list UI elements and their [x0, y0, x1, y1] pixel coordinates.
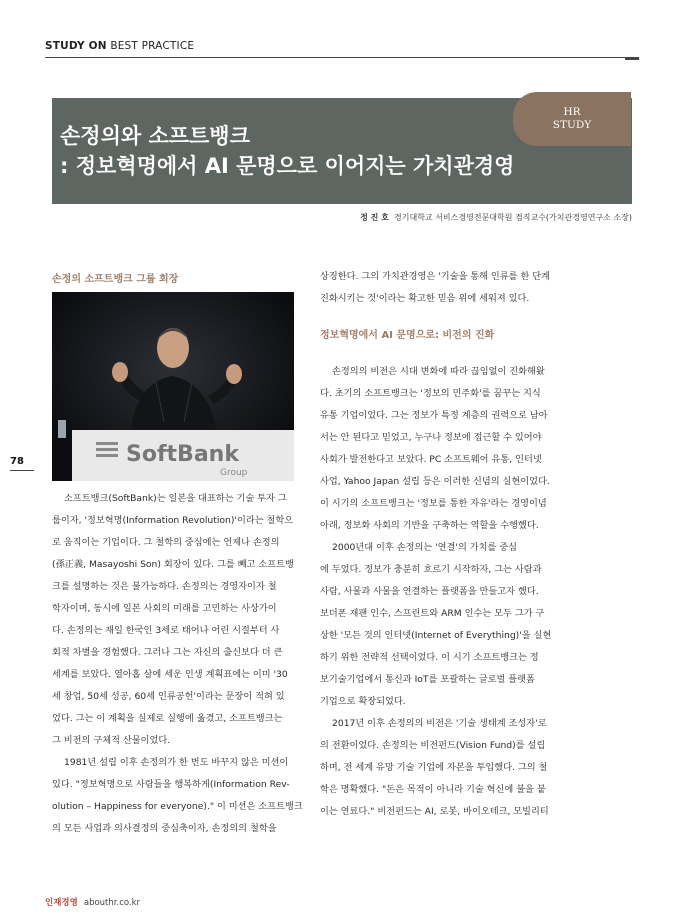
text-line: 의 전환이었다. 손정의는 비전펀드(Vision Fund)를 설립 [320, 740, 546, 751]
text-line: 소프트뱅크(SoftBank)는 일본을 대표하는 기술 투자 그 [64, 493, 287, 504]
paragraph [320, 361, 570, 537]
text-line: 2017년 이후 손정의의 비전은 '기술 생태계 조성자'로 [332, 718, 547, 729]
right-column-text [320, 266, 570, 823]
page-number-rule [10, 470, 34, 471]
text-line: 사람, 사물과 사물을 연결하는 플랫폼을 만들고자 했다. [320, 586, 539, 597]
text-line: 그 비전의 구체적 산물이었다. [52, 735, 171, 746]
page-number: 78 [10, 456, 24, 467]
header-rule [45, 57, 639, 58]
text-line: 기업으로 확장되었다. [320, 696, 406, 707]
text-line: 보기술기업에서 통신과 IoT를 포괄하는 글로벌 플랫폼 [320, 674, 535, 685]
text-line: 이 시기의 소프트뱅크는 '정보를 통한 자유'라는 경영이념 [320, 498, 547, 509]
photo-caption-heading: 손정의 소프트뱅크 그룹 회장 [52, 274, 179, 285]
text-line: olution – Happiness for everyone)." 이 미션은 소프트뱅크 [52, 801, 303, 812]
text-line: 에 두었다. 정보가 충분히 흐르기 시작하자, 그는 사람과 [320, 564, 542, 575]
author-byline: 정 진 호 경기대학교 서비스경영전문대학원 겸직교수(가치관경영연구소 소장) [360, 213, 632, 222]
speaker-photo [52, 292, 294, 481]
article-title-line2: : 정보혁명에서 AI 문명으로 이어지는 가치관경영 [60, 154, 515, 178]
text-line: 룹이자, '정보혁명(Information Revolution)'이라는 철학으 [52, 515, 294, 526]
text-line: 하기 위한 전략적 선택이었다. 이 시기 소프트뱅크는 정 [320, 652, 539, 663]
text-line: 사회가 발전한다고 보았다. PC 소프트웨어 유통, 인터넷 [320, 454, 542, 465]
paragraph [52, 752, 303, 840]
text-line: 이는 연료다." 비전펀드는 AI, 로봇, 바이오테크, 모빌리티 [320, 806, 549, 817]
text-line: 학은 명확했다. "돈은 목적이 아니라 기술 혁신에 불을 붙 [320, 784, 546, 795]
text-line: 세 창업, 50세 성공, 60세 인류공헌'이라는 문장이 적혀 있 [52, 691, 285, 702]
text-line: 학자이며, 동시에 일본 사회의 미래를 고민하는 사상가이 [52, 603, 277, 614]
paragraph [52, 488, 296, 752]
header-rule-accent [625, 57, 639, 60]
softbank-logo-group: Group [220, 468, 248, 478]
softbank-logo: SoftBank [126, 442, 239, 467]
text-line: 1981년 설립 이후 손정의가 한 번도 바꾸지 않은 미션이 [64, 757, 289, 768]
text-line: 손정의의 비전은 시대 변화에 따라 끊임없이 진화해왔 [332, 366, 545, 377]
text-line: 아래, 정보화 사회의 기반을 구축하는 역할을 수행했다. [320, 520, 539, 531]
text-line: 로 움직이는 기업이다. 그 철학의 중심에는 언제나 손정의 [52, 537, 280, 548]
text-line: 의 모든 사업과 의사결정의 중심축이자, 손정의의 철학을 [52, 823, 277, 834]
paragraph [320, 537, 570, 713]
text-line: 서는 안 된다고 믿었고, 누구나 정보에 접근할 수 있어야 [320, 432, 542, 443]
text-line: 세계를 보았다. 열아홉 살에 세운 인생 계획표에는 이미 '30 [52, 669, 288, 680]
text-line: 상징한다. 그의 가치관경영은 '기술을 통해 인류를 한 단계 [320, 271, 551, 282]
text-line: 있다. "정보혁명으로 사람들을 행복하게(Information Rev- [52, 779, 290, 790]
footer-url: abouthr.co.kr [83, 898, 141, 908]
text-line: 2000년대 이후 손정의는 '연결'의 가치를 중심 [332, 542, 518, 553]
text-line: 었다. 그는 이 계획을 실제로 실행에 옮겼고, 소프트뱅크는 [52, 713, 283, 724]
paragraph [320, 713, 570, 823]
text-line: 크를 설명하는 것은 불가능하다. 손정의는 경영자이자 철 [52, 581, 277, 592]
text-line: 보더폰 재팬 인수, 스프린트와 ARM 인수는 모두 그가 구 [320, 608, 545, 619]
tab-label-line2: STUDY [552, 119, 592, 131]
text-line: (孫正義, Masayoshi Son) 회장이 있다. 그를 빼고 소프트뱅 [52, 559, 294, 570]
hr-study-tab [513, 92, 631, 146]
text-line: 진화시키는 것'이라는 확고한 믿음 위에 세워져 있다. [320, 293, 530, 304]
text-line: 회적 차별을 경험했다. 그러나 그는 자신의 출신보다 더 큰 [52, 647, 283, 658]
section-heading: 정보혁명에서 AI 문명으로: 비전의 진화 [320, 330, 495, 341]
section-label: STUDY ON BEST PRACTICE [45, 40, 195, 52]
text-line: 유통 기업이었다. 그는 정보가 특정 계층의 권력으로 남아 [320, 410, 548, 421]
text-line: 하며, 전 세계 유망 기술 기업에 자본을 투입했다. 그의 철 [320, 762, 548, 773]
text-line: 사업, Yahoo Japan 설립 등은 이러한 신념의 실현이었다. [320, 476, 550, 487]
footer-brand: 인재경영 [45, 898, 78, 908]
text-line: 상한 '모든 것의 인터넷(Internet of Everything)'을 실현 [320, 630, 552, 641]
tab-label-line1: HR [563, 106, 581, 118]
left-column-text [52, 488, 303, 840]
footer [45, 896, 140, 908]
text-line: 다. 초기의 소프트뱅크는 '정보의 민주화'를 꿈꾸는 지식 [320, 388, 541, 399]
text-line: 다. 손정의는 재일 한국인 3세로 태어나 어린 시절부터 사 [52, 625, 280, 636]
article-title-line1: 손정의와 소프트뱅크 [60, 124, 250, 148]
speaker-illustration [52, 292, 294, 481]
